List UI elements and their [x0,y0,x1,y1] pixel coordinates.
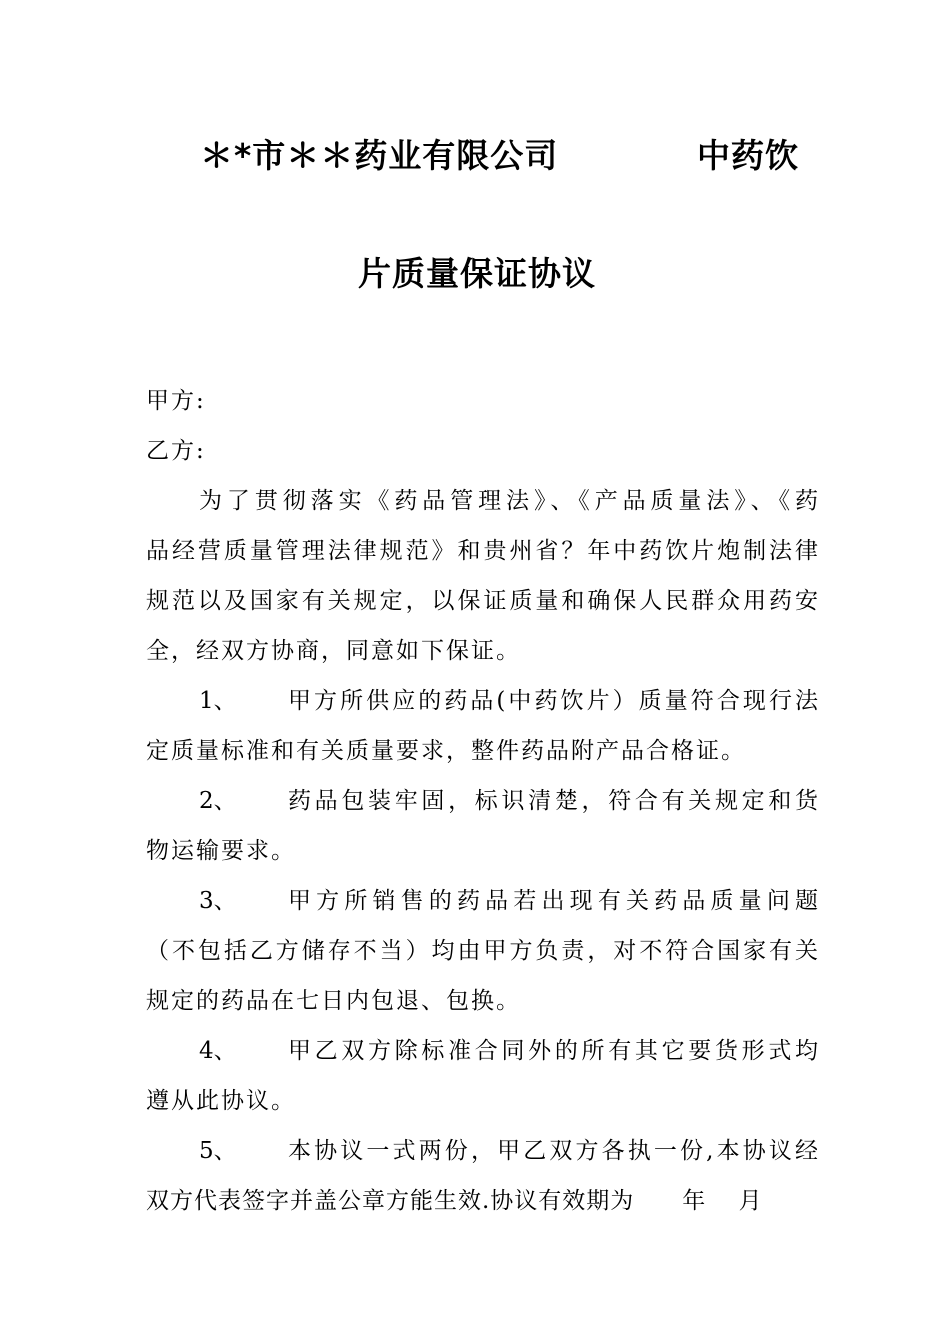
item-text: 甲乙双方除标准合同外的所有其它要货形式均 [288,1038,818,1064]
item-text-cont: （不包括乙方储存不当）均由甲方负责，对不符合国家有关 [146,938,818,964]
item-text: 甲方所供应的药品(中药饮片）质量符合现行法 [288,688,818,714]
item-text-cont: 规定的药品在七日内包退、包换。 [146,988,521,1014]
item-number: 1、 [199,688,237,714]
item-number: 4、 [199,1038,237,1064]
intro-line: 为了贯彻落实《药品管理法》、《产品质量法》、《药 [199,488,818,514]
item-text: 甲方所销售的药品若出现有关药品质量问题 [288,888,818,914]
party-a-label: 甲方: [146,388,206,414]
item-text-cont: 定质量标准和有关质量要求，整件药品附产品合格证。 [146,738,746,764]
party-b-label: 乙方: [146,438,206,464]
intro-line: 品经营质量管理法律规范》和贵州省？年中药饮片炮制法律 [146,538,818,564]
title-line1-company: ＊*市＊＊药业有限公司 [200,136,559,175]
intro-line: 规范以及国家有关规定，以保证质量和确保人民群众用药安 [146,588,818,614]
intro-line: 全，经双方协商，同意如下保证。 [146,638,521,664]
item-number: 2、 [199,788,237,814]
item-text-cont: 双方代表签字并盖公章方能生效.协议有效期为 年 月 [146,1188,763,1214]
item-text-cont: 遵从此协议。 [146,1088,296,1114]
item-number: 3、 [199,888,237,914]
title-line1-end: 中药饮 [697,136,799,175]
item-text: 本协议一式两份，甲乙双方各执一份,本协议经 [288,1138,818,1164]
title-line2: 片质量保证协议 [358,254,596,293]
item-number: 5、 [199,1138,237,1164]
item-text: 药品包装牢固，标识清楚，符合有关规定和货 [288,788,818,814]
item-text-cont: 物运输要求。 [146,838,296,864]
